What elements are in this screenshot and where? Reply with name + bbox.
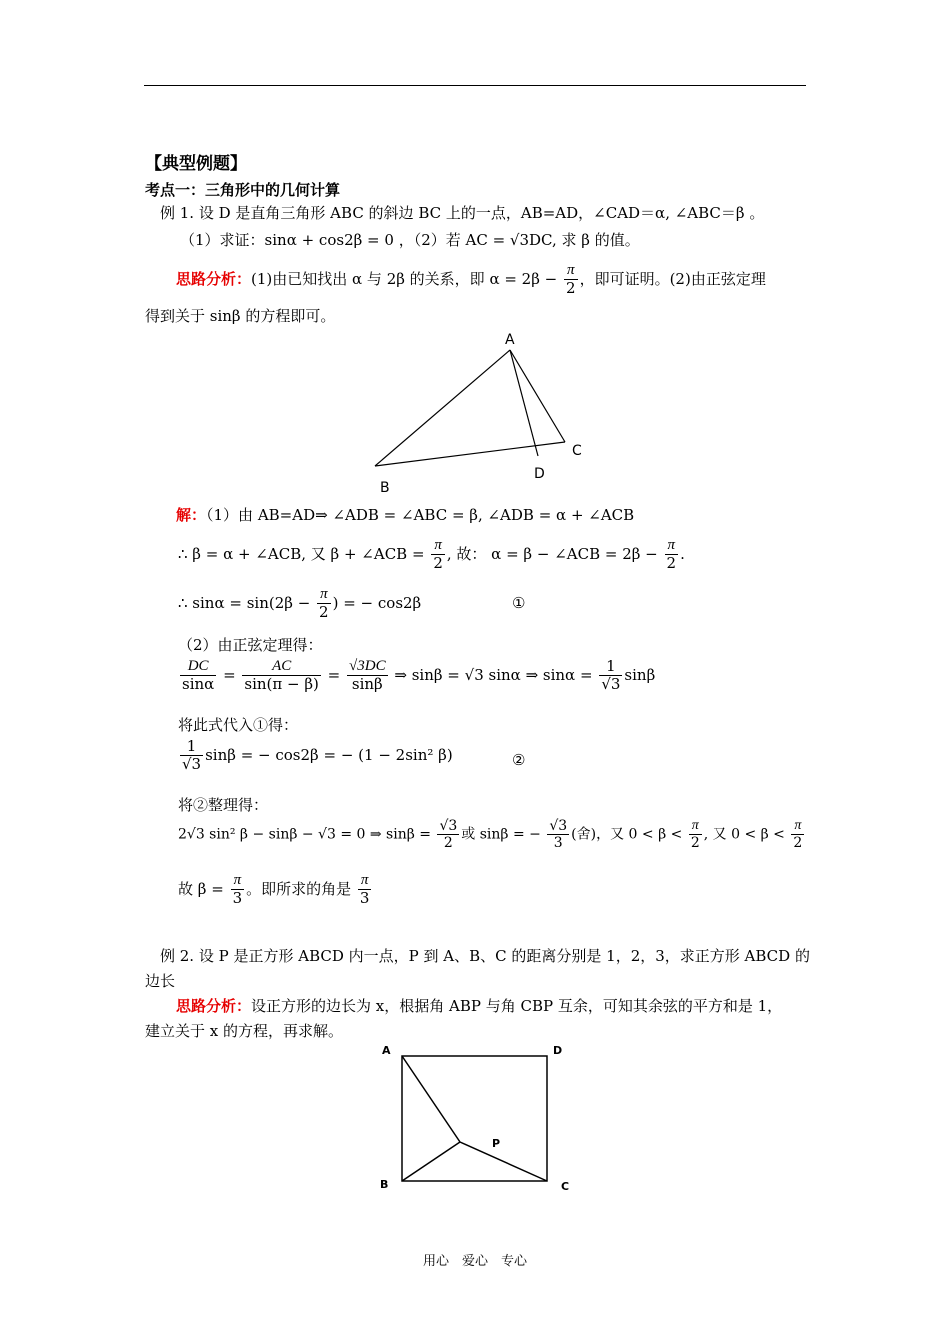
analysis-label: 思路分析：	[176, 269, 252, 288]
label-C: C	[561, 1180, 570, 1193]
ex2-analysis: 思路分析：设正方形的边长为 x，根据角 ABP 与角 CBP 互余，可知其余弦的平方和是 1，	[176, 997, 783, 1015]
circle-1: ①	[512, 594, 526, 612]
ex1-analysis: 思路分析：(1)由已知找出 α 与 2β 的关系，即 α = 2β − $\frac{\pi}{2}$ ，即可证明。(2)由正弦定理	[176, 262, 766, 298]
sol-line1: 解：（1）由 AB=AD⇒ ∠ADB = ∠ABC = β, ∠ADB = α + ∠ACB	[176, 506, 635, 524]
label-P: P	[492, 1137, 501, 1150]
section-title: 【典型例题】	[145, 154, 247, 174]
sol-line4: （2）由正弦定理得：	[178, 636, 323, 654]
ex2-line2: 边长	[145, 972, 176, 990]
sol-line5: $\frac{DC}{\sin\alpha}$ = $\frac{AC}{\sin(\pi - \beta)}$ = $\frac{√3DC}{\sin\beta}$ ⇒ sinβ = √3 sinα ⇒ sinα = $\frac{1}{√3}$ sinβ	[182, 657, 656, 694]
triangle-figure	[360, 328, 600, 498]
sol-line3: ∴ sinα = sin(2β − $\frac{\pi}{2}$ ) = − cos2β	[178, 586, 422, 622]
header-rule	[144, 85, 806, 86]
ex2-line1: 例 2. 设 P 是正方形 ABCD 内一点，P 到 A、B、C 的距离分别是 1，2，3，求正方形 ABCD 的	[160, 947, 810, 965]
ex1-analysis-line2: 得到关于 sinβ 的方程即可。	[145, 307, 336, 325]
label-B: B	[380, 480, 390, 496]
label-A: A	[382, 1044, 391, 1057]
page-footer: 用心 爱心 专心	[422, 1254, 527, 1269]
point1-heading: 考点一：三角形中的几何计算	[145, 181, 341, 199]
sol-line8: 将②整理得：	[178, 796, 269, 814]
sol-line6: 将此式代入①得：	[178, 716, 299, 734]
label-D: D	[534, 466, 545, 482]
sol-line2: ∴ β = α + ∠ACB, 又 β + ∠ACB = $\frac{\pi}{2}$ , 故： α = β − ∠ACB = 2β − $\frac{\pi}{2}$ .	[178, 537, 685, 573]
label-A: A	[505, 332, 515, 348]
sol-line7: $\frac{1}{√3}$ sinβ = − cos2β = − (1 − 2sin² β)	[182, 737, 453, 774]
label-D: D	[553, 1044, 563, 1057]
sol-line10: 故 β = $\frac{\pi}{3}$ 。即所求的角是 $\frac{\pi}{3}$	[178, 872, 370, 908]
label-B: B	[380, 1178, 389, 1191]
sol-line9: 2√3 sin² β − sinβ − √3 = 0 ⇒ sinβ = $\frac{√3}{2}$ 或 sinβ = − $\frac{√3}{3}$ (舍)，又 0 < β < $\frac{\pi}{2}$ , 又 0 < β < $\frac{\pi}{2}$	[178, 818, 803, 852]
fraction: $\frac{\pi}{2}$	[566, 262, 576, 298]
ex1-line2: （1）求证：sinα + cos2β = 0 ，（2）若 AC = √3DC, 求 β 的值。	[180, 231, 640, 249]
ex2-analysis-line2: 建立关于 x 的方程，再求解。	[145, 1022, 343, 1040]
circle-2: ②	[512, 751, 526, 769]
square-figure	[370, 1038, 580, 1198]
ex1-line1: 例 1. 设 D 是直角三角形 ABC 的斜边 BC 上的一点，AB=AD，∠CAD＝α, ∠ABC＝β 。	[160, 204, 765, 222]
label-C: C	[572, 443, 582, 459]
